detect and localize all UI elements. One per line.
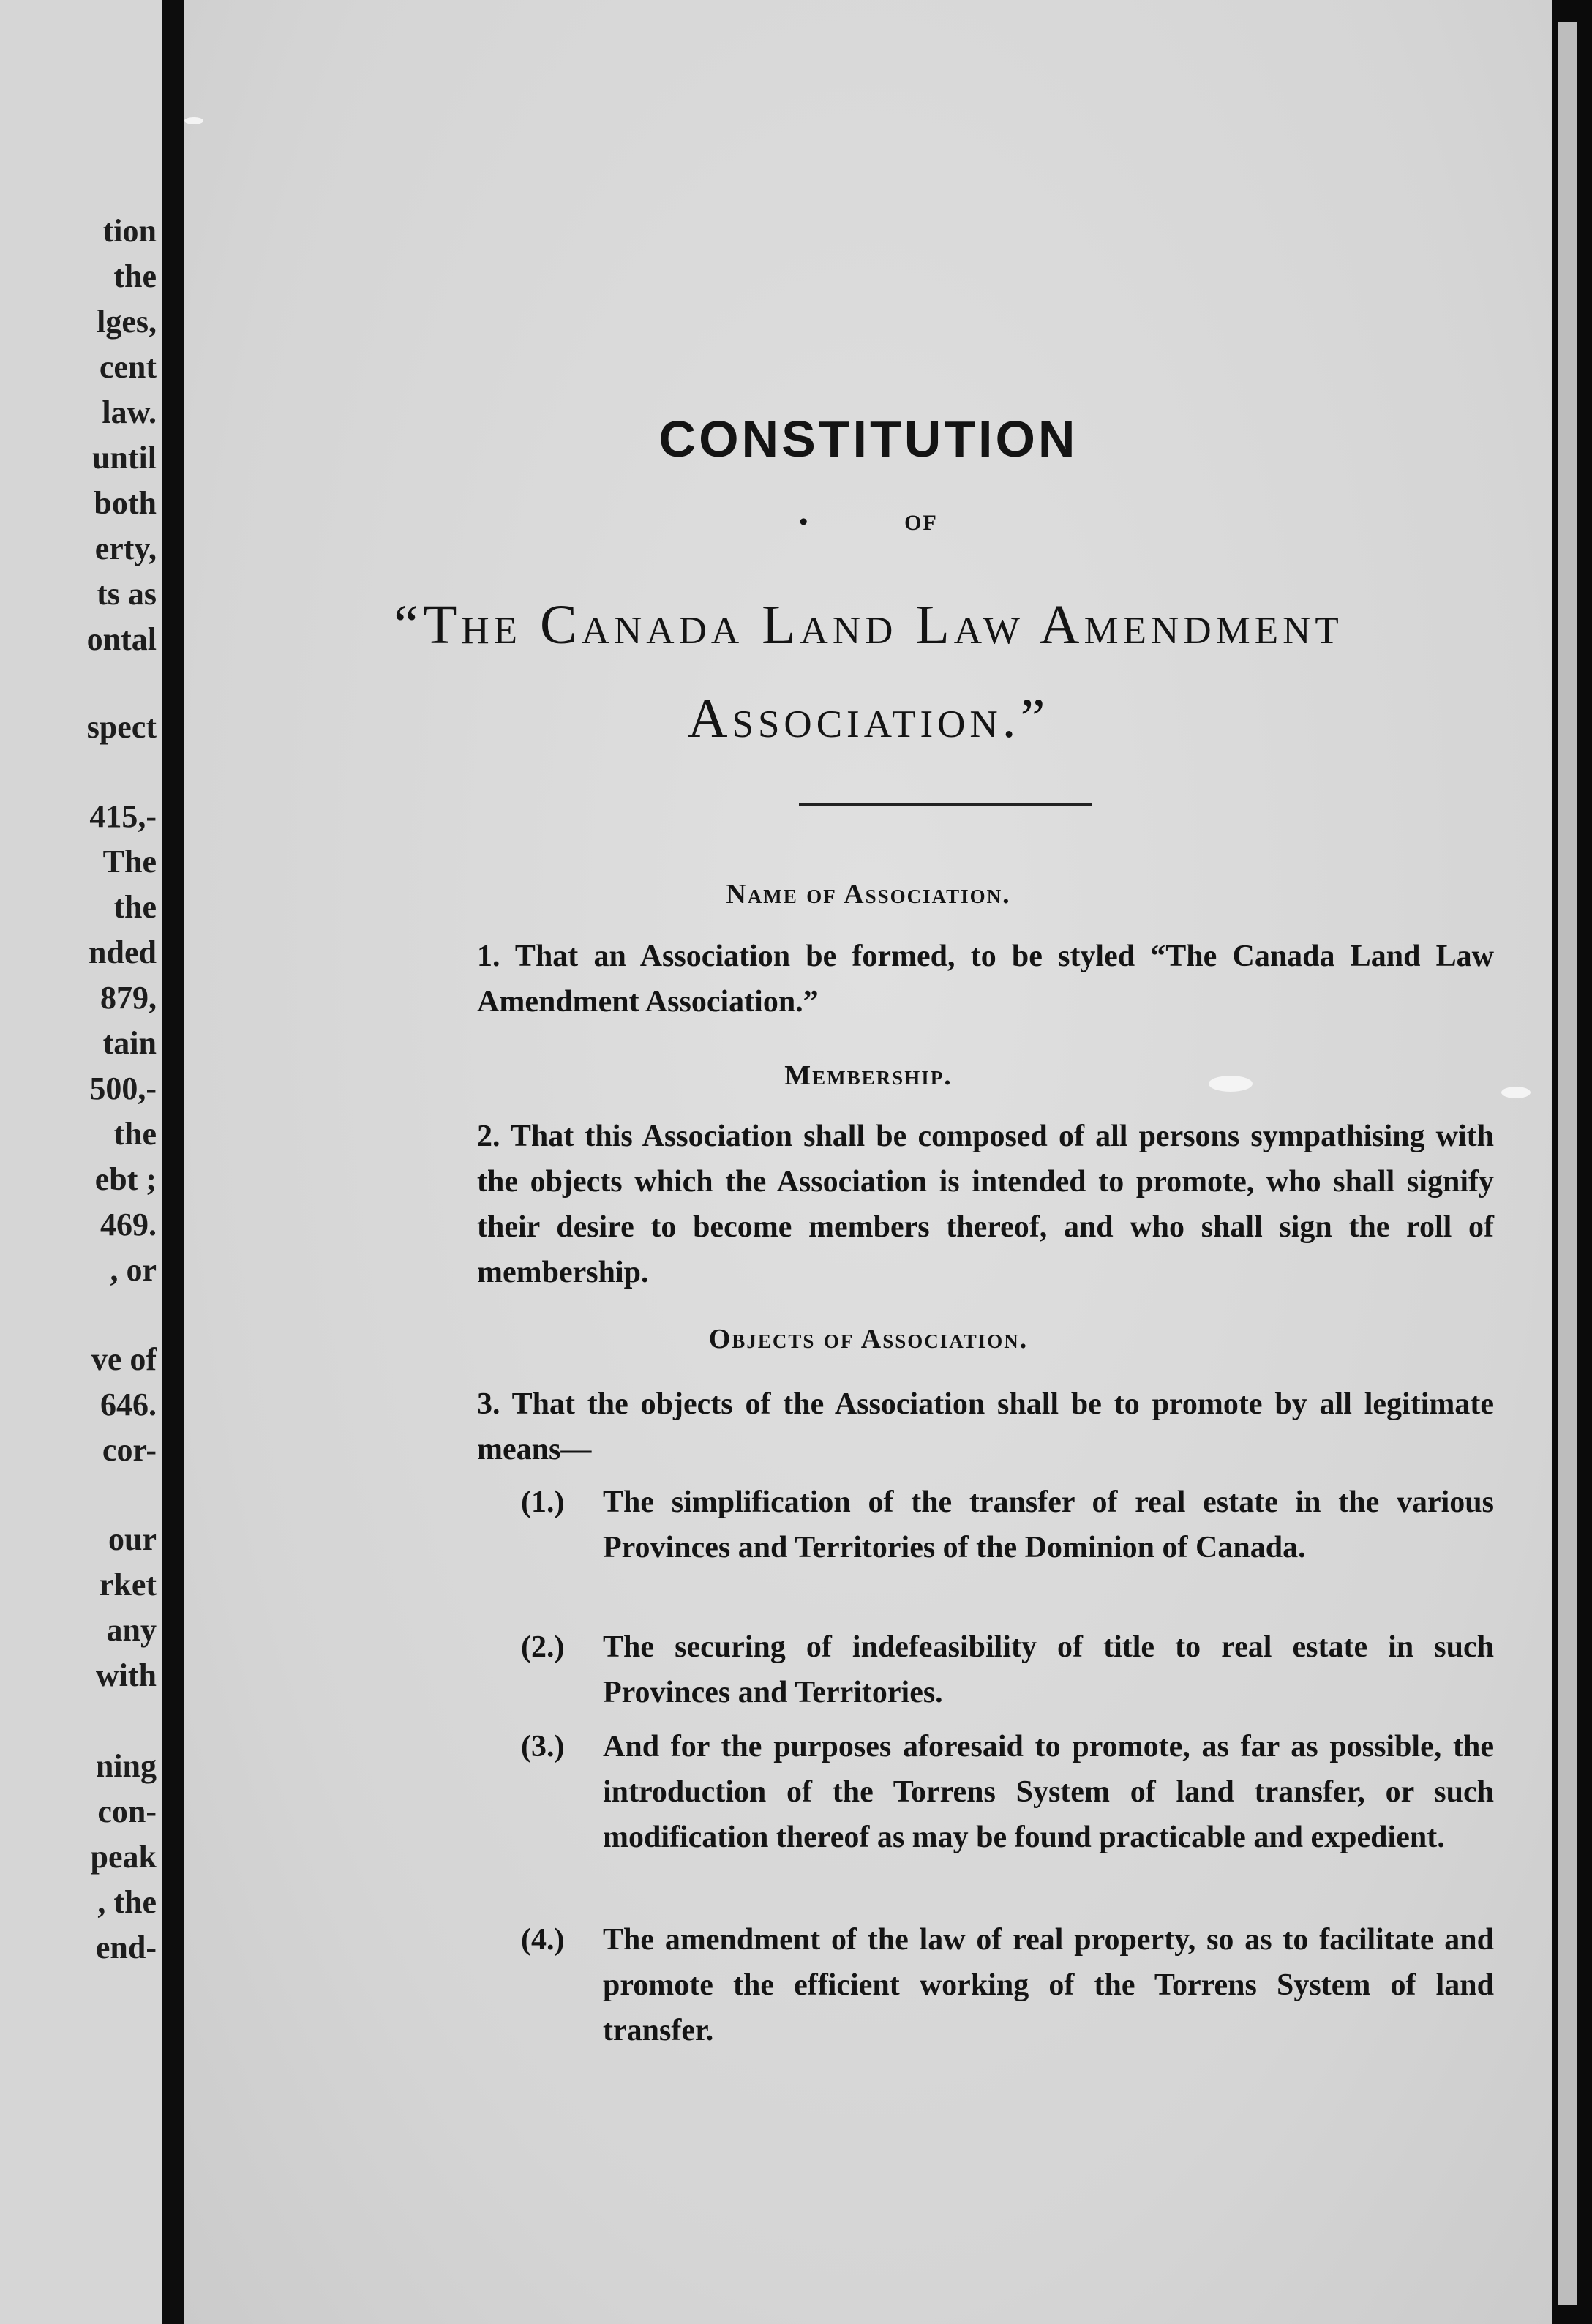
object-item-3 (521, 1724, 1494, 1860)
left-page-fragment: until (91, 440, 157, 476)
left-page-fragment: The (102, 844, 157, 880)
object-item-4 (521, 1917, 1494, 2053)
left-page-fragment: ebt ; (94, 1161, 157, 1197)
left-page-fragment: any (106, 1612, 157, 1648)
item-number: (4.) (521, 1923, 565, 1957)
section-heading-objects: Objects of Association. (708, 1324, 1029, 1354)
left-page-fragment: the (113, 258, 157, 294)
left-page-fragment: the (113, 1116, 157, 1152)
left-page-fragment: con- (97, 1793, 157, 1829)
item-number: (3.) (521, 1730, 565, 1763)
item-text: And for the purposes aforesaid to promote, as far as possible, the introduction of the Torrens System of land transfer, or such modification thereof as may be found practicable and expedient. (603, 1730, 1494, 1854)
of-label: OF (904, 511, 938, 535)
left-page-fragment: 879, (100, 980, 157, 1016)
item-number: (2.) (521, 1630, 565, 1664)
left-page-fragment: 415,- (89, 798, 157, 834)
left-page-fragment: the (113, 889, 157, 925)
paper-speck (1209, 1076, 1253, 1092)
left-page-fragment: ts as (97, 576, 157, 612)
left-page-fragment: 500,- (89, 1071, 157, 1106)
document-page (184, 0, 1552, 2324)
left-page-fragment: erty, (94, 531, 157, 566)
clause-1: 1. That an Association be formed, to be styled “The Canada Land Law Amendment Association.” (477, 940, 1494, 1019)
left-page-fragment: with (95, 1657, 157, 1693)
item-text: The simplification of the transfer of real estate in the various Provinces and Territories of the Dominion of Canada. (603, 1485, 1494, 1564)
left-page-edge (0, 0, 162, 2324)
left-page-fragment: both (94, 485, 157, 521)
object-item-1 (521, 1480, 1494, 1570)
left-page-fragment: tain (102, 1025, 157, 1061)
left-page-fragment: cor- (102, 1432, 157, 1468)
left-page-fragment: law. (102, 394, 157, 430)
right-page-strip (1558, 22, 1577, 2305)
book-gutter (162, 0, 184, 2324)
object-item-2 (521, 1624, 1494, 1715)
left-page-fragment: our (108, 1521, 157, 1557)
left-page-fragment: peak (90, 1839, 157, 1875)
left-page-fragment: 646. (100, 1387, 157, 1422)
page-heading: CONSTITUTION (658, 411, 1078, 468)
paper-speck (184, 117, 203, 124)
clause-2: 2. That this Association shall be composed of all persons sympathising with the objects which the Association is intended to promote, who shall signify their desire to become members thereof, and who shall sign the roll of membership. (477, 1120, 1494, 1289)
paper-speck (1501, 1087, 1531, 1098)
title-line-1: “The Canada Land Law Amendment (394, 594, 1343, 656)
item-text: The securing of indefeasibility of title to real estate in such Provinces and Territories. (603, 1630, 1494, 1709)
association-title (184, 578, 1552, 765)
left-page-fragment: ontal (86, 621, 157, 657)
item-text: The amendment of the law of real property, so as to facilitate and promote the efficient working of the Torrens System of land transfer. (603, 1923, 1494, 2047)
section-heading-membership: Membership. (784, 1060, 953, 1091)
left-page-fragment: nded (89, 934, 157, 970)
bullet-dot: • (799, 509, 810, 536)
title-line-2: Association.” (687, 688, 1050, 749)
horizontal-rule (799, 803, 1092, 806)
item-number: (1.) (521, 1485, 565, 1519)
left-page-fragment: tion (102, 213, 157, 249)
left-page-fragment: , the (97, 1884, 157, 1920)
left-page-fragment: 469. (100, 1207, 157, 1242)
left-page-fragment: spect (86, 709, 157, 745)
left-page-fragment: end- (95, 1930, 157, 1965)
left-page-fragment: rket (99, 1567, 157, 1603)
left-page-fragment: cent (99, 349, 157, 385)
clause-3: 3. That the objects of the Association shall be to promote by all legitimate means— (477, 1387, 1494, 1466)
section-heading-name: Name of Association. (726, 879, 1011, 910)
left-page-fragment: lges, (97, 304, 157, 340)
left-page-fragment: ning (95, 1748, 157, 1784)
left-page-fragment: ve of (91, 1341, 157, 1377)
of-label-line (184, 509, 1552, 536)
left-page-fragment: , or (110, 1252, 157, 1288)
